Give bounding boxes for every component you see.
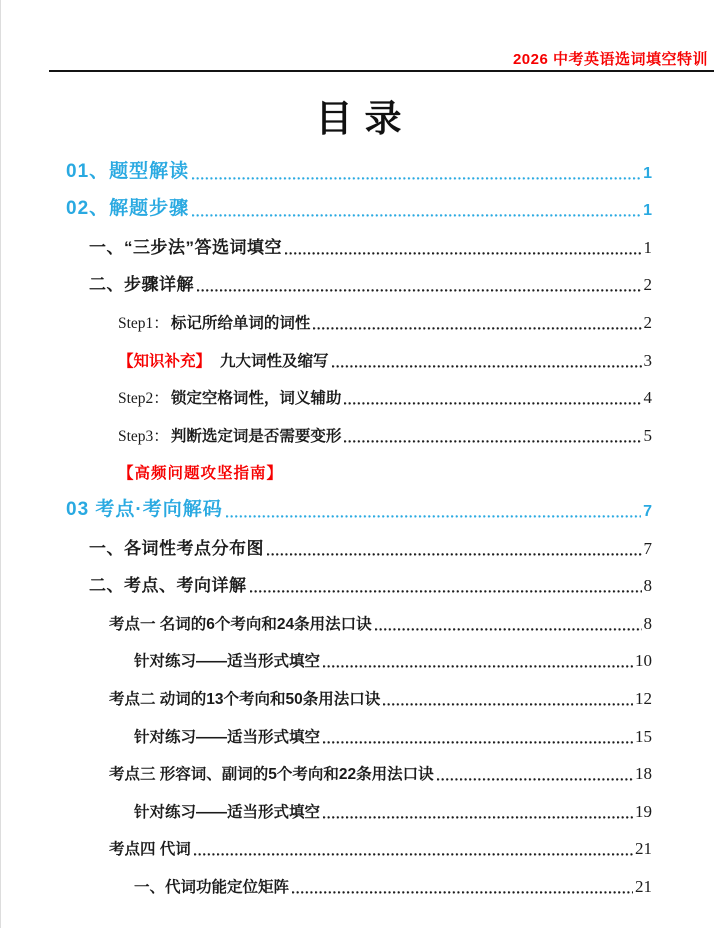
toc-entry-label: 考点四 代词 [109, 841, 191, 859]
dot-leader [344, 440, 641, 443]
toc-entry-label: 03 考点·考向解码 [66, 498, 223, 520]
toc-step-prefix: Step2： [118, 390, 169, 408]
toc-entry-label: 考点一 名词的6个考向和24条用法口诀 [109, 615, 372, 633]
dot-leader [332, 365, 642, 368]
toc-page-number: 1 [643, 202, 652, 220]
dot-leader [197, 289, 642, 292]
toc-page-number: 7 [643, 538, 652, 558]
toc-entry-label: 标记所给单词的词性 [170, 314, 311, 332]
dot-leader [226, 515, 641, 518]
toc-entry-label: 考点二 动词的13个考向和50条用法口诀 [109, 690, 381, 708]
toc-page-number: 1 [643, 164, 652, 182]
toc-page-number: 12 [635, 688, 652, 708]
toc-entry-chapter01[interactable] [66, 150, 652, 188]
dot-leader [192, 177, 641, 180]
toc-entry-testpoint2[interactable] [66, 676, 652, 714]
toc-entry-label: 01、题型解读 [66, 160, 190, 182]
header-divider [49, 70, 714, 72]
toc-entry-label: 02、解题步骤 [66, 198, 190, 220]
toc-entry-label: 针对练习——适当形式填空 [134, 803, 321, 821]
toc-entry-testpoint3[interactable] [66, 752, 652, 790]
toc-entry-step2[interactable] [66, 376, 652, 414]
dot-leader [383, 703, 633, 706]
toc-entry-label: 一、“三步法”答选词填空 [89, 237, 282, 257]
dot-leader [323, 665, 633, 668]
toc-page-number: 7 [643, 502, 652, 520]
toc-page-number: 8 [643, 576, 652, 596]
toc-step-prefix: Step1： [118, 314, 169, 332]
dot-leader [250, 590, 642, 593]
toc-entry-label: 考点三 形容词、副词的5个考向和22条用法口诀 [109, 766, 434, 784]
toc-entry-chapter03[interactable] [66, 488, 652, 526]
toc-page-number: 18 [635, 764, 652, 784]
toc-entry-label: 【高频问题攻坚指南】 [118, 465, 284, 483]
toc-entry-label: 一、代词功能定位矩阵 [134, 878, 290, 896]
toc-entry-testpoint1[interactable] [66, 601, 652, 639]
toc-entry-section[interactable] [66, 564, 652, 602]
toc-entry-label: 二、步骤详解 [89, 275, 194, 295]
toc-entry-label: 针对练习——适当形式填空 [134, 653, 321, 671]
toc-entry-section[interactable] [66, 526, 652, 564]
toc-entry-practice[interactable] [66, 714, 652, 752]
dot-leader [313, 327, 641, 330]
toc-page-number: 15 [635, 726, 652, 746]
toc-page-number: 2 [643, 312, 652, 332]
toc-entry-knowledge-supplement[interactable] [66, 338, 652, 376]
toc-entry-label: 锁定空格词性，词义辅助 [170, 390, 342, 408]
toc-page-number: 10 [635, 651, 652, 671]
toc-entry-section[interactable] [66, 263, 652, 301]
toc-page-number: 1 [643, 237, 652, 257]
dot-leader [285, 252, 642, 255]
dot-leader [323, 741, 633, 744]
dot-leader [292, 891, 633, 894]
toc-page-number: 5 [643, 425, 652, 445]
dot-leader [375, 628, 642, 631]
toc-entry-pronoun-matrix[interactable] [66, 864, 652, 902]
toc-page-number: 4 [643, 388, 652, 408]
page-title: 目录 [315, 99, 414, 140]
toc-entry-label: 一、各词性考点分布图 [89, 538, 264, 558]
dot-leader [437, 778, 633, 781]
toc-red-bracket-prefix: 【知识补充】 [118, 352, 212, 370]
dot-leader [323, 816, 633, 819]
toc-entry-high-frequency-guide[interactable] [66, 451, 652, 489]
toc-entry-chapter02[interactable] [66, 188, 652, 226]
document-header-title: 2026 中考英语选词填空特训 [512, 51, 708, 68]
table-of-contents [66, 150, 652, 902]
toc-page-number: 3 [643, 350, 652, 370]
dot-leader [344, 402, 641, 405]
toc-step-prefix: Step3： [118, 427, 169, 445]
toc-entry-practice[interactable] [66, 639, 652, 677]
toc-entry-label: 判断选定词是否需要变形 [170, 427, 342, 445]
toc-page-number: 19 [635, 801, 652, 821]
toc-page-number: 21 [635, 839, 652, 859]
toc-entry-section[interactable] [66, 225, 652, 263]
toc-entry-step3[interactable] [66, 413, 652, 451]
toc-entry-label: 针对练习——适当形式填空 [134, 728, 321, 746]
toc-entry-step1[interactable] [66, 300, 652, 338]
dot-leader [192, 214, 641, 217]
toc-entry-practice[interactable] [66, 789, 652, 827]
toc-entry-testpoint4[interactable] [66, 827, 652, 865]
toc-entry-label: 二、考点、考向详解 [89, 576, 247, 596]
toc-entry-label: 九大词性及缩写 [220, 352, 329, 370]
toc-page-number: 8 [643, 613, 652, 633]
dot-leader [267, 553, 642, 556]
toc-page-number: 2 [643, 275, 652, 295]
toc-page-number: 21 [635, 876, 652, 896]
dot-leader [194, 853, 633, 856]
